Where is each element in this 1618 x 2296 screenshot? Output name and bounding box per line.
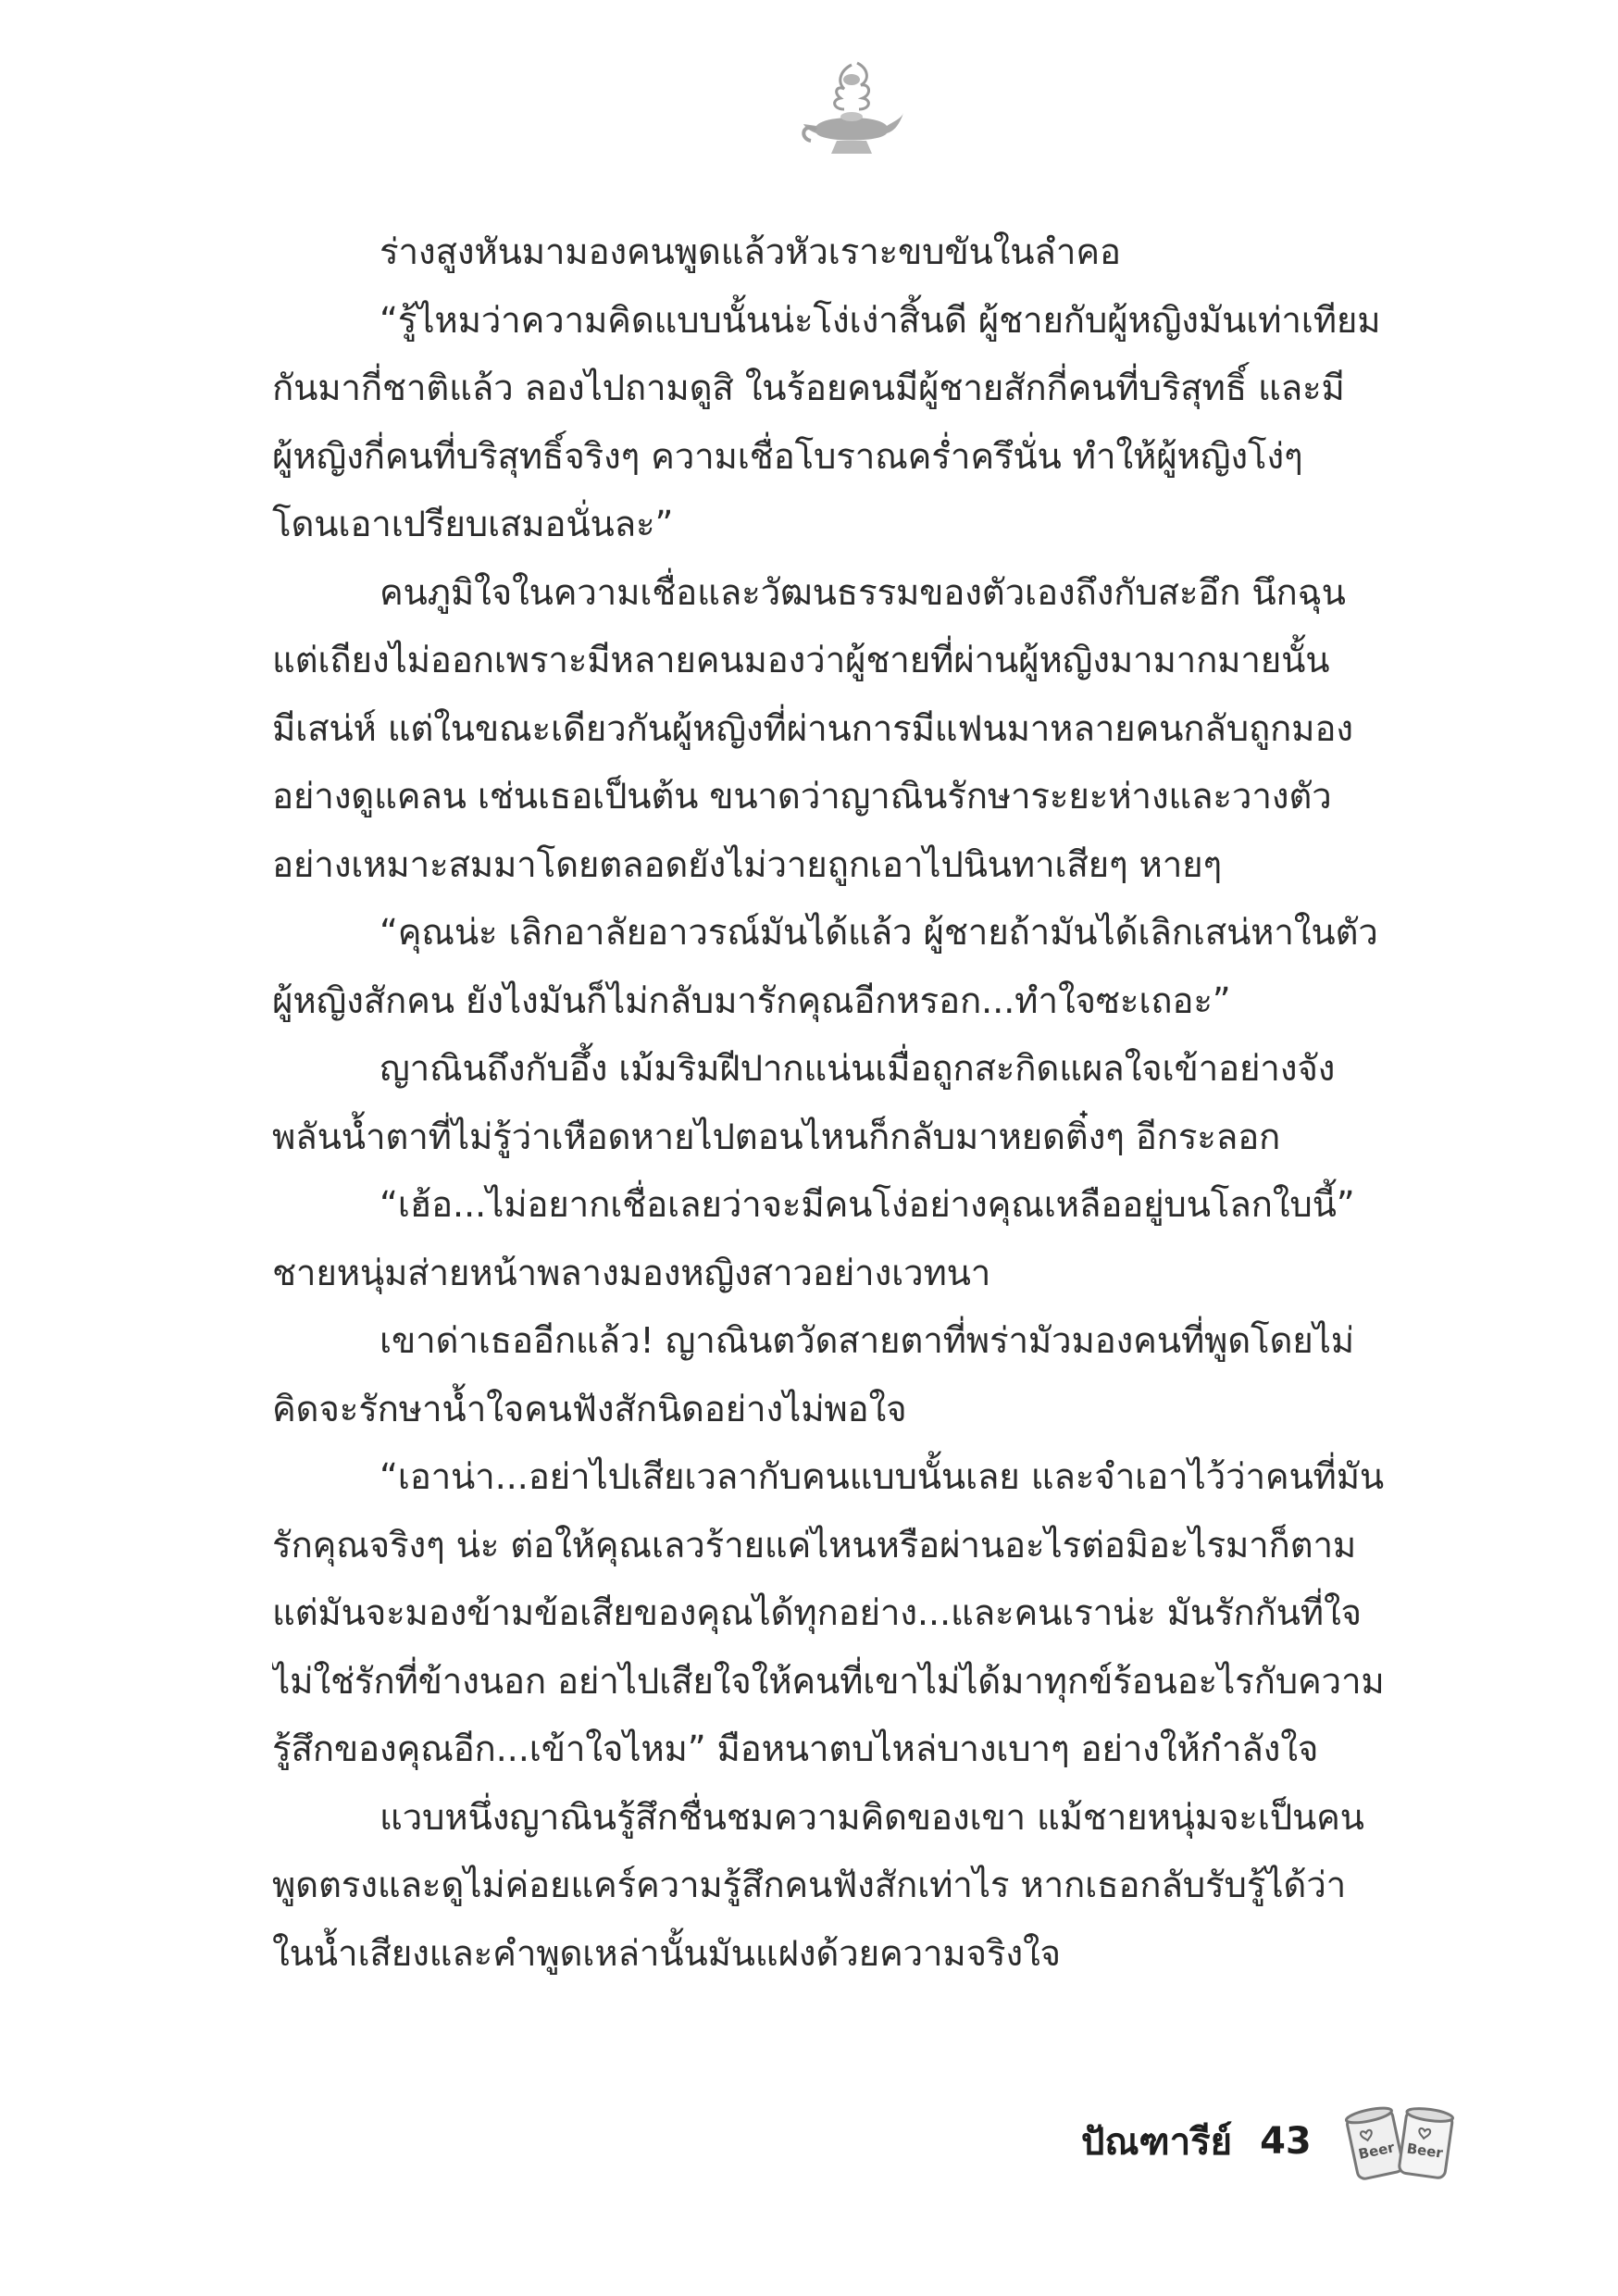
story-text [272,218,1459,1988]
author-name: ปัณฑารีย์ [1081,2121,1233,2164]
beer-cans-icon [1339,2100,1460,2183]
text-line: อย่างเหมาะสมมาโดยตลอดยังไม่วายถูกเอาไปนินทาเสียๆ หายๆ [272,843,1222,886]
text-line: โดนเอาเปรียบเสมอนั่นละ” [272,504,674,545]
text-line: เขาด่าเธออีกแล้ว! ญาณินตวัดสายตาที่พร่ามัวมองคนที่พูดโดยไม่ [380,1320,1354,1362]
text-line: อย่างดูแคลน เช่นเธอเป็นต้น ขนาดว่าญาณินรักษาระยะห่างและวางตัว [272,776,1332,817]
text-line: รู้สึกของคุณอีก...เข้าใจไหม” มือหนาตบไหล่บางเบาๆ อย่างให้กำลังใจ [272,1728,1319,1770]
text-line: พลันน้ำตาที่ไม่รู้ว่าเหือดหายไปตอนไหนก็กลับมาหยดติ๋งๆ อีกระลอก [272,1116,1281,1158]
text-line: คิดจะรักษาน้ำใจคนฟังสักนิดอย่างไม่พอใจ [272,1388,907,1430]
text-line: ชายหนุ่มส่ายหน้าพลางมองหญิงสาวอย่างเวทนา [272,1252,991,1294]
text-line: ญาณินถึงกับอึ้ง เม้มริมฝีปากแน่นเมื่อถูกสะกิดแผลใจเข้าอย่างจัง [380,1048,1336,1090]
text-line: ในน้ำเสียงและคำพูดเหล่านั้นมันแฝงด้วยความจริงใจ [272,1932,1061,1975]
can-label-right: Beer [1405,2140,1444,2162]
text-line: แต่เถียงไม่ออกเพราะมีหลายคนมองว่าผู้ชายที่ผ่านผู้หญิงมามากมายนั้น [272,640,1330,681]
text-line: “คุณน่ะ เลิกอาลัยอาวรณ์มันได้แล้ว ผู้ชายถ้ามันได้เลิกเสน่หาในตัว [380,912,1378,954]
text-line: แต่มันจะมองข้ามข้อเสียของคุณได้ทุกอย่าง...และคนเราน่ะ มันรักกันที่ใจ [272,1592,1362,1634]
text-line: “เอาน่า...อย่าไปเสียเวลากับคนแบบนั้นเลย และจำเอาไว้ว่าคนที่มัน [380,1456,1385,1498]
page-footer [1081,2100,1460,2183]
can-label-left: Beer [1356,2139,1396,2163]
text-line: มีเสน่ห์ แต่ในขณะเดียวกันผู้หญิงที่ผ่านการมีแฟนมาหลายคนกลับถูกมอง [272,707,1353,750]
text-line: “รู้ไหมว่าความคิดแบบนั้นน่ะโง่เง่าสิ้นดี ผู้ชายกับผู้หญิงมันเท่าเทียม [380,299,1381,342]
text-line: ผู้หญิงสักคน ยังไงมันก็ไม่กลับมารักคุณอีกหรอก...ทำใจซะเถอะ” [272,980,1231,1022]
text-line: รักคุณจริงๆ น่ะ ต่อให้คุณเลวร้ายแค่ไหนหรือผ่านอะไรต่อมิอะไรมาก็ตาม [272,1524,1357,1566]
text-line: กันมากี่ชาติแล้ว ลองไปถามดูสิ ในร้อยคนมีผู้ชายสักกี่คนที่บริสุทธิ์ และมี [272,368,1345,409]
text-line: แวบหนึ่งญาณินรู้สึกชื่นชมความคิดของเขา แม้ชายหนุ่มจะเป็นคน [380,1796,1364,1839]
text-line: ผู้หญิงกี่คนที่บริสุทธิ์จริงๆ ความเชื่อโบราณคร่ำครึนั่น ทำให้ผู้หญิงโง่ๆ [272,435,1303,478]
text-line: “เฮ้อ...ไม่อยากเชื่อเลยว่าจะมีคนโง่อย่างคุณเหลืออยู่บนโลกใบนี้” [380,1184,1355,1226]
text-line: ไม่ใช่รักที่ข้างนอก อย่าไปเสียใจให้คนที่เขาไม่ได้มาทุกข์ร้อนอะไรกับความ [272,1660,1385,1703]
genie-lamp-icon [796,57,907,168]
text-line: พูดตรงและดูไม่ค่อยแคร์ความรู้สึกคนฟังสักเท่าไร หากเธอกลับรับรู้ได้ว่า [272,1865,1347,1906]
text-line: ร่างสูงหันมามองคนพูดแล้วหัวเราะขบขันในลำคอ [380,231,1121,273]
page-number: 43 [1260,2120,1312,2163]
text-line: คนภูมิใจในความเชื่อและวัฒนธรรมของตัวเองถึงกับสะอึก นึกฉุน [380,571,1346,614]
